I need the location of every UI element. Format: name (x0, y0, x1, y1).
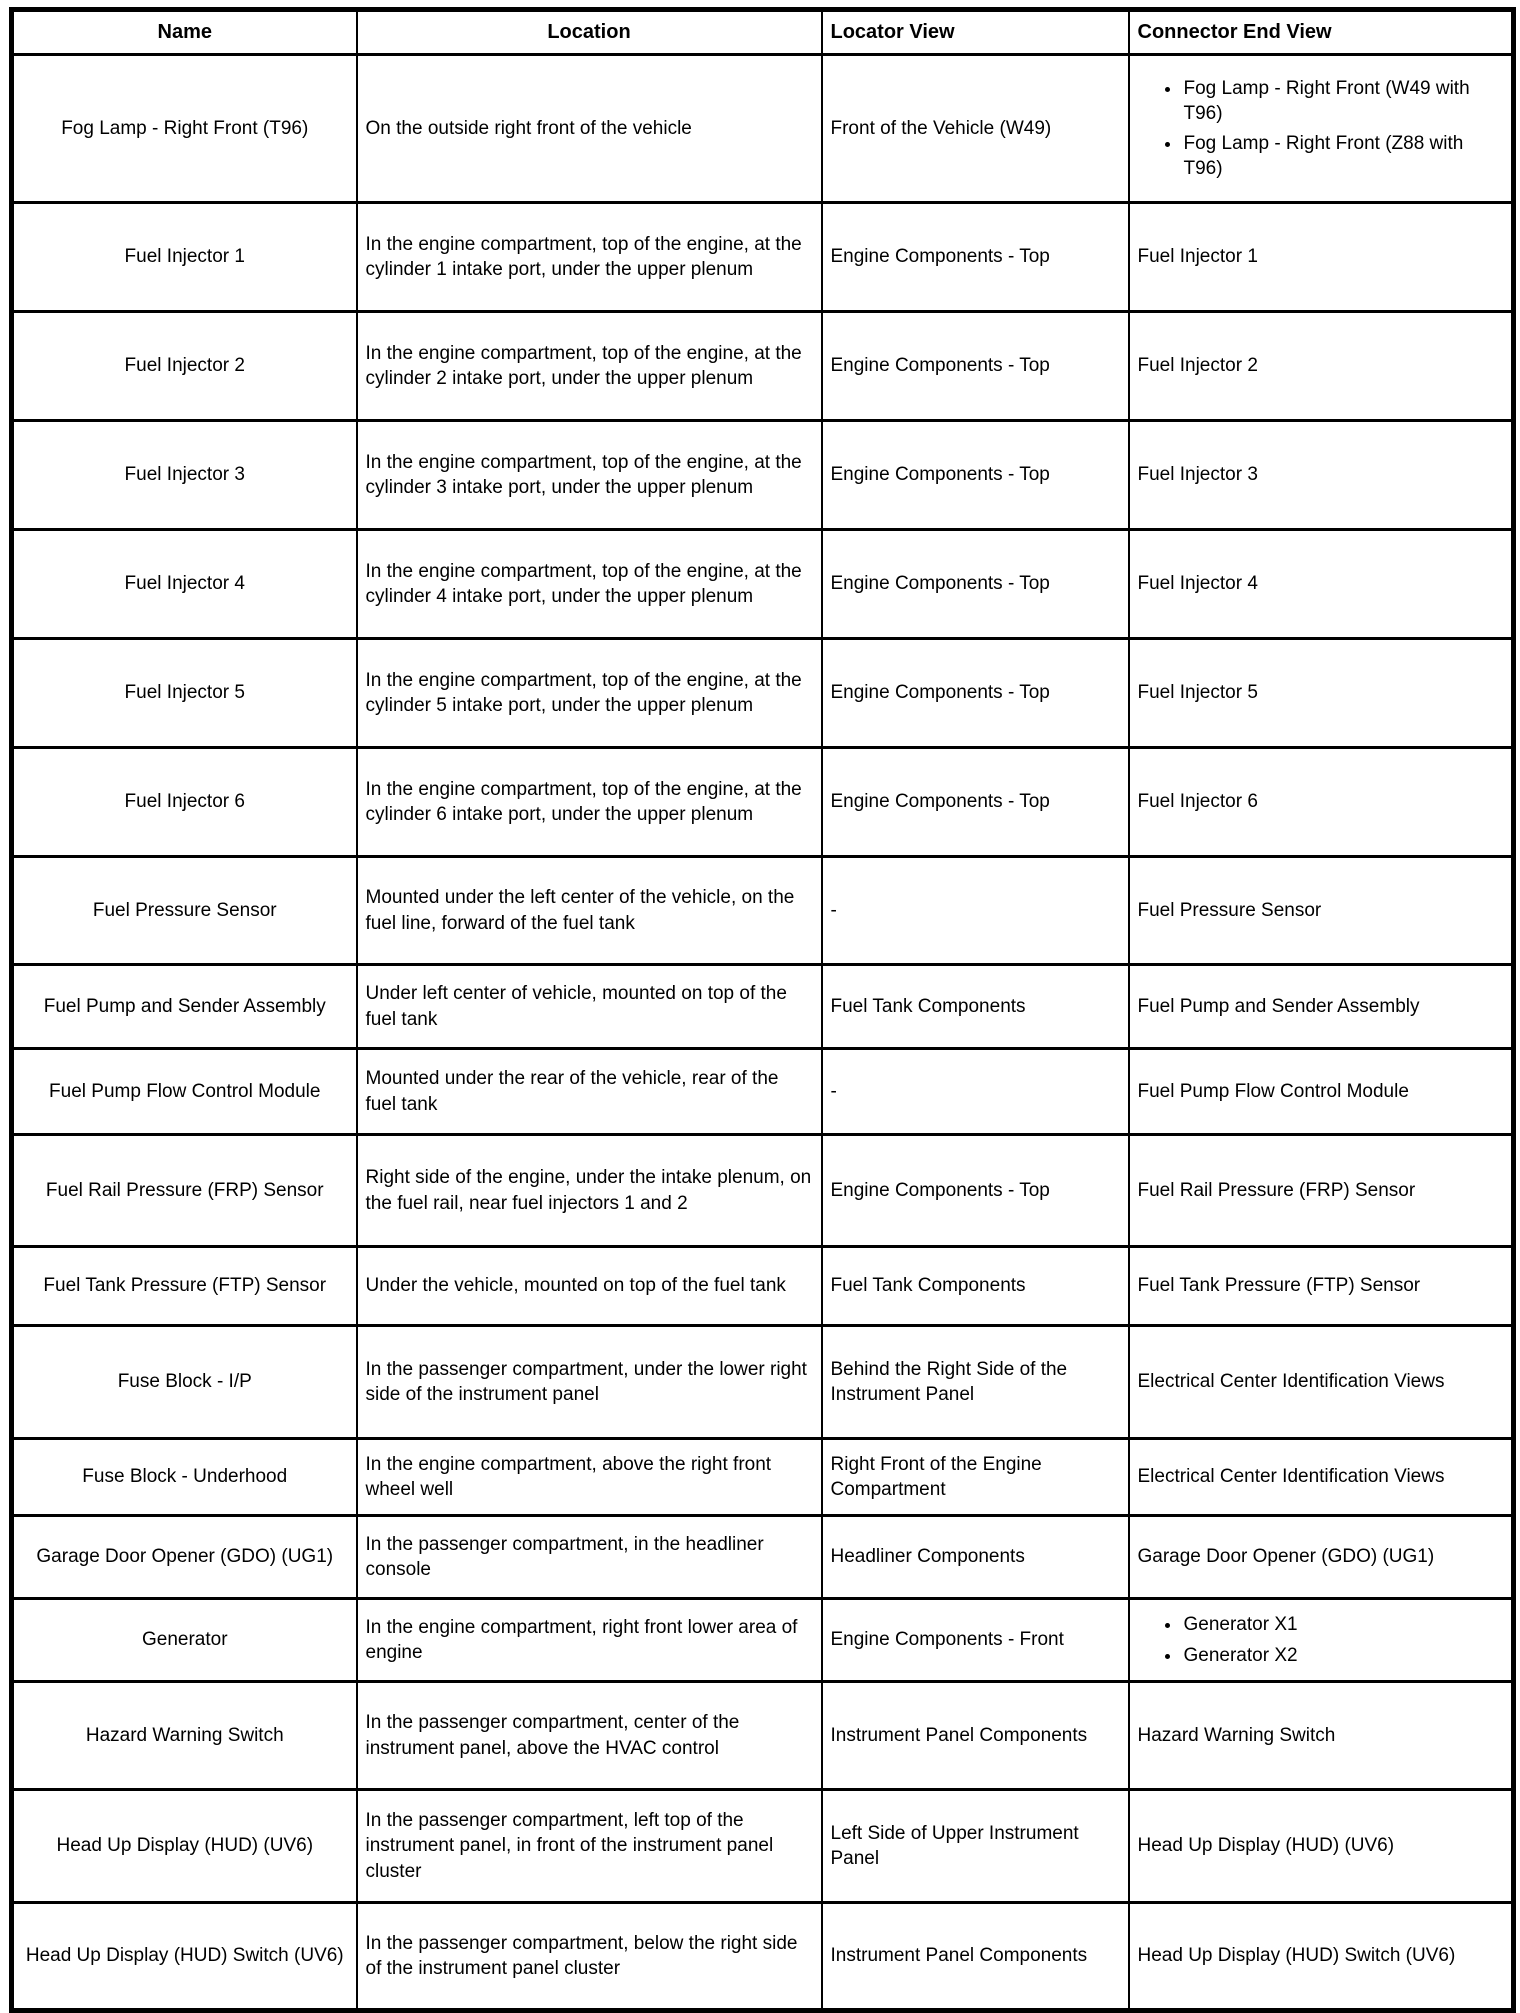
connector-views-table (9, 7, 1516, 2013)
locator-view-cell: - (822, 1049, 1129, 1135)
location-cell: On the outside right front of the vehicle (357, 55, 822, 203)
connector-end-view-cell: Fuel Tank Pressure (FTP) Sensor (1129, 1247, 1514, 1326)
connector-end-view-cell: Fuel Injector 6 (1129, 748, 1514, 857)
table-row (12, 1049, 1514, 1135)
locator-view-cell: Fuel Tank Components (822, 965, 1129, 1049)
name-cell: Head Up Display (HUD) Switch (UV6) (12, 1903, 357, 2011)
table-row (12, 965, 1514, 1049)
column-header-location: Location (357, 10, 822, 55)
name-cell: Fuse Block - Underhood (12, 1439, 357, 1516)
table-row (12, 1516, 1514, 1599)
connector-end-view-cell: Head Up Display (HUD) (UV6) (1129, 1790, 1514, 1903)
name-cell: Fuel Injector 5 (12, 639, 357, 748)
locator-view-cell: Engine Components - Top (822, 748, 1129, 857)
locator-view-cell: Behind the Right Side of the Instrument Panel (822, 1326, 1129, 1439)
bullet-item: • Generator X1 (1182, 1612, 1504, 1637)
connector-end-view-cell: Head Up Display (HUD) Switch (UV6) (1129, 1903, 1514, 2011)
table-row (12, 530, 1514, 639)
bullet-item: • Fog Lamp - Right Front (W49 with T96) (1182, 76, 1504, 126)
locator-view-cell: Engine Components - Top (822, 312, 1129, 421)
location-cell: In the passenger compartment, below the right side of the instrument panel cluster (357, 1903, 822, 2011)
table-row (12, 1439, 1514, 1516)
locator-view-cell: Engine Components - Top (822, 421, 1129, 530)
bullet-list (1138, 1612, 1504, 1667)
table-body (12, 55, 1514, 2011)
table-row (12, 1903, 1514, 2011)
name-cell: Fuel Rail Pressure (FRP) Sensor (12, 1135, 357, 1247)
table-row (12, 421, 1514, 530)
connector-end-view-cell: Fuel Pump Flow Control Module (1129, 1049, 1514, 1135)
location-cell: Under the vehicle, mounted on top of the fuel tank (357, 1247, 822, 1326)
bullet-item: • Generator X2 (1182, 1643, 1504, 1668)
name-cell: Fuel Injector 6 (12, 748, 357, 857)
name-cell: Hazard Warning Switch (12, 1682, 357, 1790)
connector-end-view-cell: Fuel Injector 5 (1129, 639, 1514, 748)
name-cell: Fuse Block - I/P (12, 1326, 357, 1439)
location-cell: In the engine compartment, top of the engine, at the cylinder 2 intake port, under the upper plenum (357, 312, 822, 421)
name-cell: Fuel Injector 3 (12, 421, 357, 530)
location-cell: In the passenger compartment, under the lower right side of the instrument panel (357, 1326, 822, 1439)
location-cell: In the passenger compartment, center of the instrument panel, above the HVAC control (357, 1682, 822, 1790)
table-row (12, 1135, 1514, 1247)
connector-end-view-cell: Fuel Injector 2 (1129, 312, 1514, 421)
location-cell: In the engine compartment, top of the engine, at the cylinder 5 intake port, under the upper plenum (357, 639, 822, 748)
location-cell: Right side of the engine, under the intake plenum, on the fuel rail, near fuel injectors 1 and 2 (357, 1135, 822, 1247)
locator-view-cell: - (822, 857, 1129, 965)
column-header-name: Name (12, 10, 357, 55)
table-row (12, 1790, 1514, 1903)
location-cell: In the engine compartment, top of the engine, at the cylinder 1 intake port, under the upper plenum (357, 203, 822, 312)
location-cell: In the passenger compartment, in the headliner console (357, 1516, 822, 1599)
connector-end-view-cell (1129, 1599, 1514, 1682)
name-cell: Generator (12, 1599, 357, 1682)
location-cell: Under left center of vehicle, mounted on top of the fuel tank (357, 965, 822, 1049)
name-cell: Fog Lamp - Right Front (T96) (12, 55, 357, 203)
locator-view-cell: Right Front of the Engine Compartment (822, 1439, 1129, 1516)
connector-end-view-cell: Fuel Injector 1 (1129, 203, 1514, 312)
connector-end-view-cell: Hazard Warning Switch (1129, 1682, 1514, 1790)
locator-view-cell: Front of the Vehicle (W49) (822, 55, 1129, 203)
name-cell: Fuel Pressure Sensor (12, 857, 357, 965)
name-cell: Fuel Tank Pressure (FTP) Sensor (12, 1247, 357, 1326)
locator-view-cell: Headliner Components (822, 1516, 1129, 1599)
locator-view-cell: Engine Components - Top (822, 639, 1129, 748)
location-cell: In the engine compartment, top of the engine, at the cylinder 4 intake port, under the upper plenum (357, 530, 822, 639)
location-cell: Mounted under the left center of the vehicle, on the fuel line, forward of the fuel tank (357, 857, 822, 965)
table-row (12, 55, 1514, 203)
location-cell: In the engine compartment, top of the engine, at the cylinder 3 intake port, under the upper plenum (357, 421, 822, 530)
table-row (12, 1682, 1514, 1790)
name-cell: Head Up Display (HUD) (UV6) (12, 1790, 357, 1903)
name-cell: Garage Door Opener (GDO) (UG1) (12, 1516, 357, 1599)
locator-view-cell: Engine Components - Top (822, 1135, 1129, 1247)
table-row (12, 748, 1514, 857)
name-cell: Fuel Injector 4 (12, 530, 357, 639)
locator-view-cell: Left Side of Upper Instrument Panel (822, 1790, 1129, 1903)
name-cell: Fuel Pump Flow Control Module (12, 1049, 357, 1135)
connector-end-view-cell: Electrical Center Identification Views (1129, 1439, 1514, 1516)
table-row (12, 857, 1514, 965)
connector-end-view-cell: Fuel Rail Pressure (FRP) Sensor (1129, 1135, 1514, 1247)
location-cell: In the engine compartment, right front lower area of engine (357, 1599, 822, 1682)
column-header-locator-view: Locator View (822, 10, 1129, 55)
table-row (12, 1326, 1514, 1439)
locator-view-cell: Fuel Tank Components (822, 1247, 1129, 1326)
locator-view-cell: Engine Components - Top (822, 530, 1129, 639)
location-cell: In the engine compartment, above the right front wheel well (357, 1439, 822, 1516)
table-row (12, 1599, 1514, 1682)
table-row (12, 639, 1514, 748)
column-header-connector-end-view: Connector End View (1129, 10, 1514, 55)
connector-end-view-cell: Garage Door Opener (GDO) (UG1) (1129, 1516, 1514, 1599)
header-row (12, 10, 1514, 55)
connector-end-view-cell (1129, 55, 1514, 203)
name-cell: Fuel Pump and Sender Assembly (12, 965, 357, 1049)
location-cell: In the passenger compartment, left top of the instrument panel, in front of the instrument panel cluster (357, 1790, 822, 1903)
locator-view-cell: Instrument Panel Components (822, 1682, 1129, 1790)
location-cell: Mounted under the rear of the vehicle, rear of the fuel tank (357, 1049, 822, 1135)
connector-end-view-cell: Fuel Injector 4 (1129, 530, 1514, 639)
table-row (12, 1247, 1514, 1326)
locator-view-cell: Engine Components - Top (822, 203, 1129, 312)
connector-end-view-cell: Electrical Center Identification Views (1129, 1326, 1514, 1439)
bullet-item: • Fog Lamp - Right Front (Z88 with T96) (1182, 131, 1504, 181)
connector-end-view-cell: Fuel Pressure Sensor (1129, 857, 1514, 965)
bullet-list (1138, 76, 1504, 181)
name-cell: Fuel Injector 2 (12, 312, 357, 421)
connector-end-view-cell: Fuel Injector 3 (1129, 421, 1514, 530)
locator-view-cell: Engine Components - Front (822, 1599, 1129, 1682)
name-cell: Fuel Injector 1 (12, 203, 357, 312)
table-row (12, 312, 1514, 421)
table-row (12, 203, 1514, 312)
locator-view-cell: Instrument Panel Components (822, 1903, 1129, 2011)
connector-end-view-cell: Fuel Pump and Sender Assembly (1129, 965, 1514, 1049)
location-cell: In the engine compartment, top of the engine, at the cylinder 6 intake port, under the upper plenum (357, 748, 822, 857)
